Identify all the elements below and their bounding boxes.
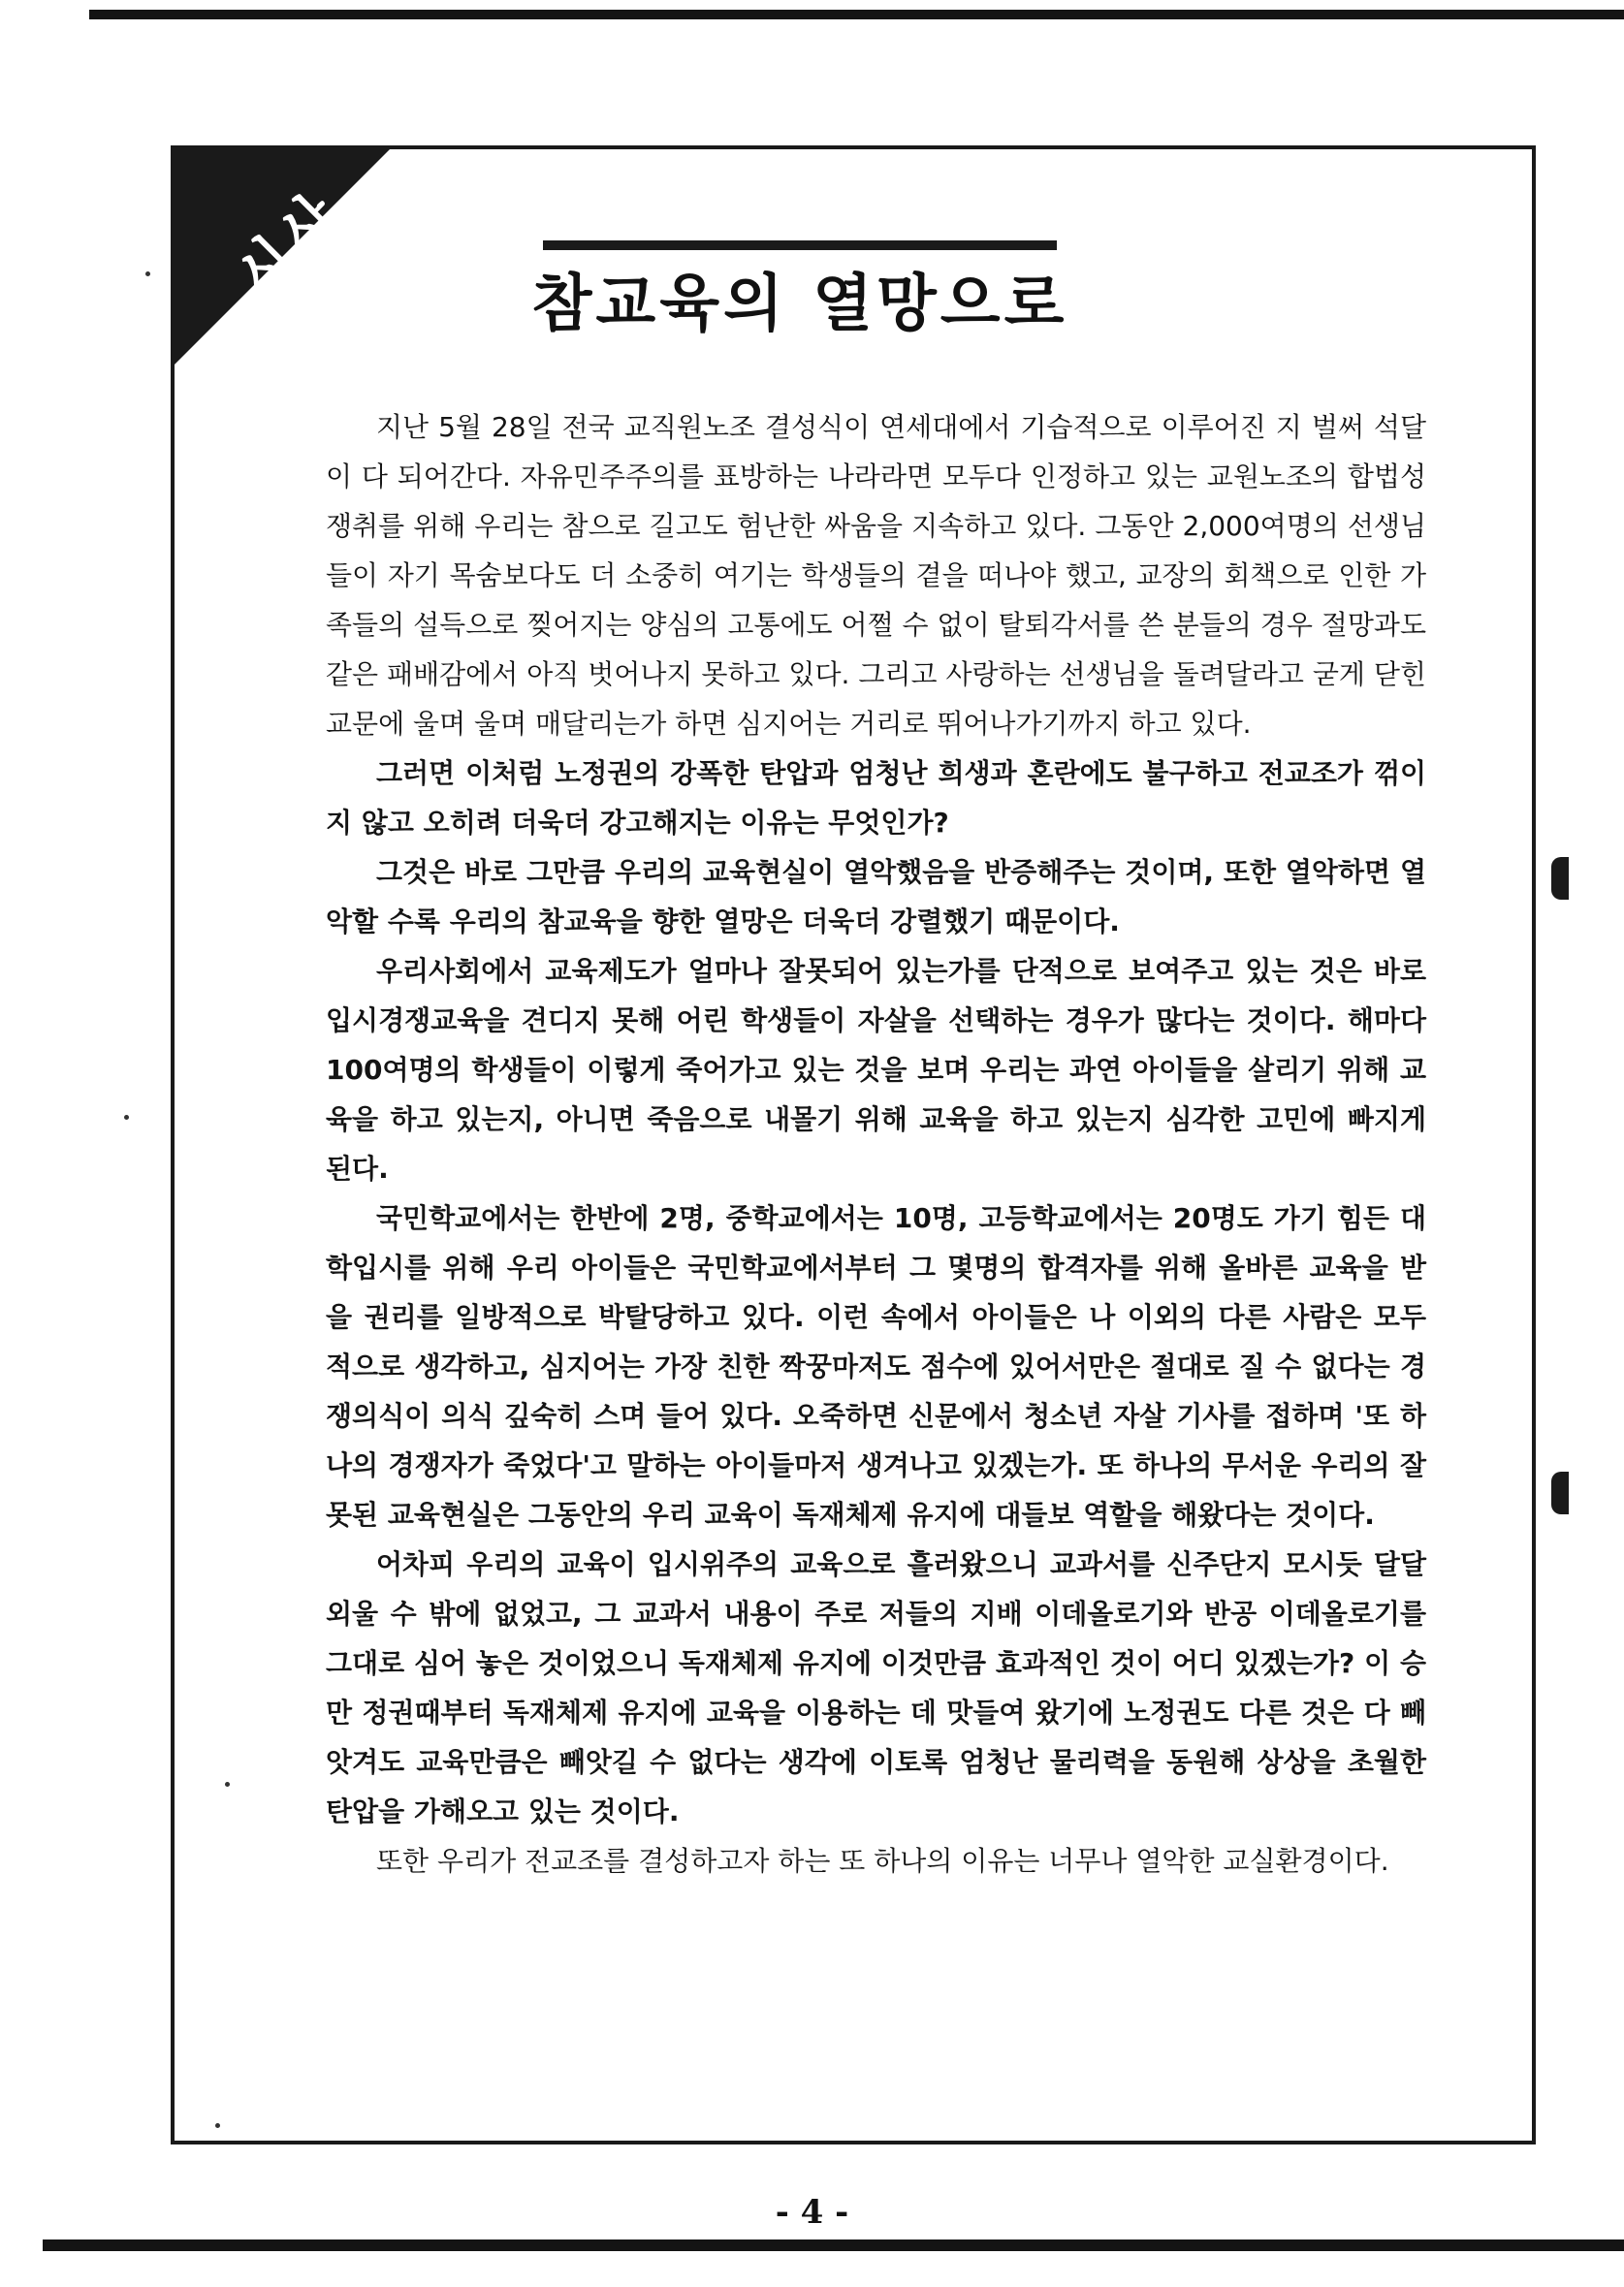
scan-speck <box>225 1782 230 1787</box>
article-body <box>326 402 1426 1886</box>
page-number: - 4 - <box>775 2193 849 2232</box>
paragraph-2: 그러면 이처럼 노정권의 강폭한 탄압과 엄청난 희생과 혼란에도 불구하고 전교조가 꺾이지 않고 오히려 더욱더 강고해지는 이유는 무엇인가? <box>326 757 1426 839</box>
top-rule <box>89 10 1624 19</box>
scan-speck <box>124 1115 129 1120</box>
paragraph-1: 지난 5월 28일 전국 교직원노조 결성식이 연세대에서 기습적으로 이루어진 지 벌써 석달이 다 되어간다. 자유민주주의를 표방하는 나라라면 모두다 인정하고 있는 교원노조의 합법성 쟁취를 위해 우리는 참으로 길고도 험난한 싸움을 지속하고 있다. 그동안 2,000여명의 선생님들이 자기 목숨보다도 더 소중히 여기는 학생들의 곁을 떠나야 했고, 교장의 회책으로 인한 가족들의 설득으로 찢어지는 양심의 고통에도 어쩔 수 없이 탈퇴각서를 쓴 분들의 경우 절망과도 같은 패배감에서 아직 벗어나지 못하고 있다. 그리고 사랑하는 선생님을 돌려달라고 굳게 닫힌 교문에 울며 울며 매달리는가 하면 심지어는 거리로 뛰어나가기까지 하고 있다. <box>326 411 1426 740</box>
paragraph-3: 그것은 바로 그만큼 우리의 교육현실이 열악했음을 반증해주는 것이며, 또한 열악하면 열악할 수록 우리의 참교육을 향한 열망은 더욱더 강렬했기 때문이다. <box>326 856 1426 937</box>
bottom-rule <box>43 2239 1624 2251</box>
title-overline <box>543 240 1057 250</box>
binder-hole-mark <box>1551 1472 1569 1514</box>
page-title: 참교육의 열망으로 <box>531 268 1068 340</box>
paragraph-4: 우리사회에서 교육제도가 얼마나 잘못되어 있는가를 단적으로 보여주고 있는 것은 바로 입시경쟁교육을 견디지 못해 어린 학생들이 자살을 선택하는 경우가 많다는 것이다. 해마다 100여명의 학생들이 이렇게 죽어가고 있는 것을 보며 우리는 과연 아이들을 살리기 위해 교육을 하고 있는지, 아니면 죽음으로 내몰기 위해 교육을 하고 있는지 심각한 고민에 빠지게 된다. <box>326 955 1426 1185</box>
paragraph-5: 국민학교에서는 한반에 2명, 중학교에서는 10명, 고등학교에서는 20명도 가기 힘든 대학입시를 위해 우리 아이들은 국민학교에서부터 그 몇명의 합격자를 위해 올바른 교육을 받을 권리를 일방적으로 박탈당하고 있다. 이런 속에서 아이들은 나 이외의 다른 사람은 모두 적으로 생각하고, 심지어는 가장 친한 짝꿍마저도 점수에 있어서만은 절대로 질 수 없다는 경쟁의식이 의식 깊숙히 스며 들어 있다. 오죽하면 신문에서 청소년 자살 기사를 접하며 '또 하나의 경쟁자가 죽었다'고 말하는 아이들마저 생겨나고 있겠는가. 또 하나의 무서운 우리의 잘못된 교육현실은 그동안의 우리 교육이 독재체제 유지에 대들보 역할을 해왔다는 것이다. <box>326 1202 1426 1531</box>
binder-hole-mark <box>1551 857 1569 900</box>
paragraph-6: 어차피 우리의 교육이 입시위주의 교육으로 흘러왔으니 교과서를 신주단지 모시듯 달달 외울 수 밖에 없었고, 그 교과서 내용이 주로 저들의 지배 이데올로기와 반공 이데올로기를 그대로 심어 놓은 것이었으니 독재체제 유지에 이것만큼 효과적인 것이 어디 있겠는가? 이 승만 정권때부터 독재체제 유지에 교육을 이용하는 데 맛들여 왔기에 노정권도 다른 것은 다 빼앗겨도 교육만큼은 빼앗길 수 없다는 생각에 이토록 엄청난 물리력을 동원해 상상을 초월한 탄압을 가해오고 있는 것이다. <box>326 1548 1426 1827</box>
scan-speck <box>145 271 150 276</box>
scan-speck <box>215 2123 220 2128</box>
section-tab-label: 시사 <box>222 177 355 310</box>
paragraph-7: 또한 우리가 전교조를 결성하고자 하는 또 하나의 이유는 너무나 열악한 교실환경이다. <box>376 1845 1389 1877</box>
